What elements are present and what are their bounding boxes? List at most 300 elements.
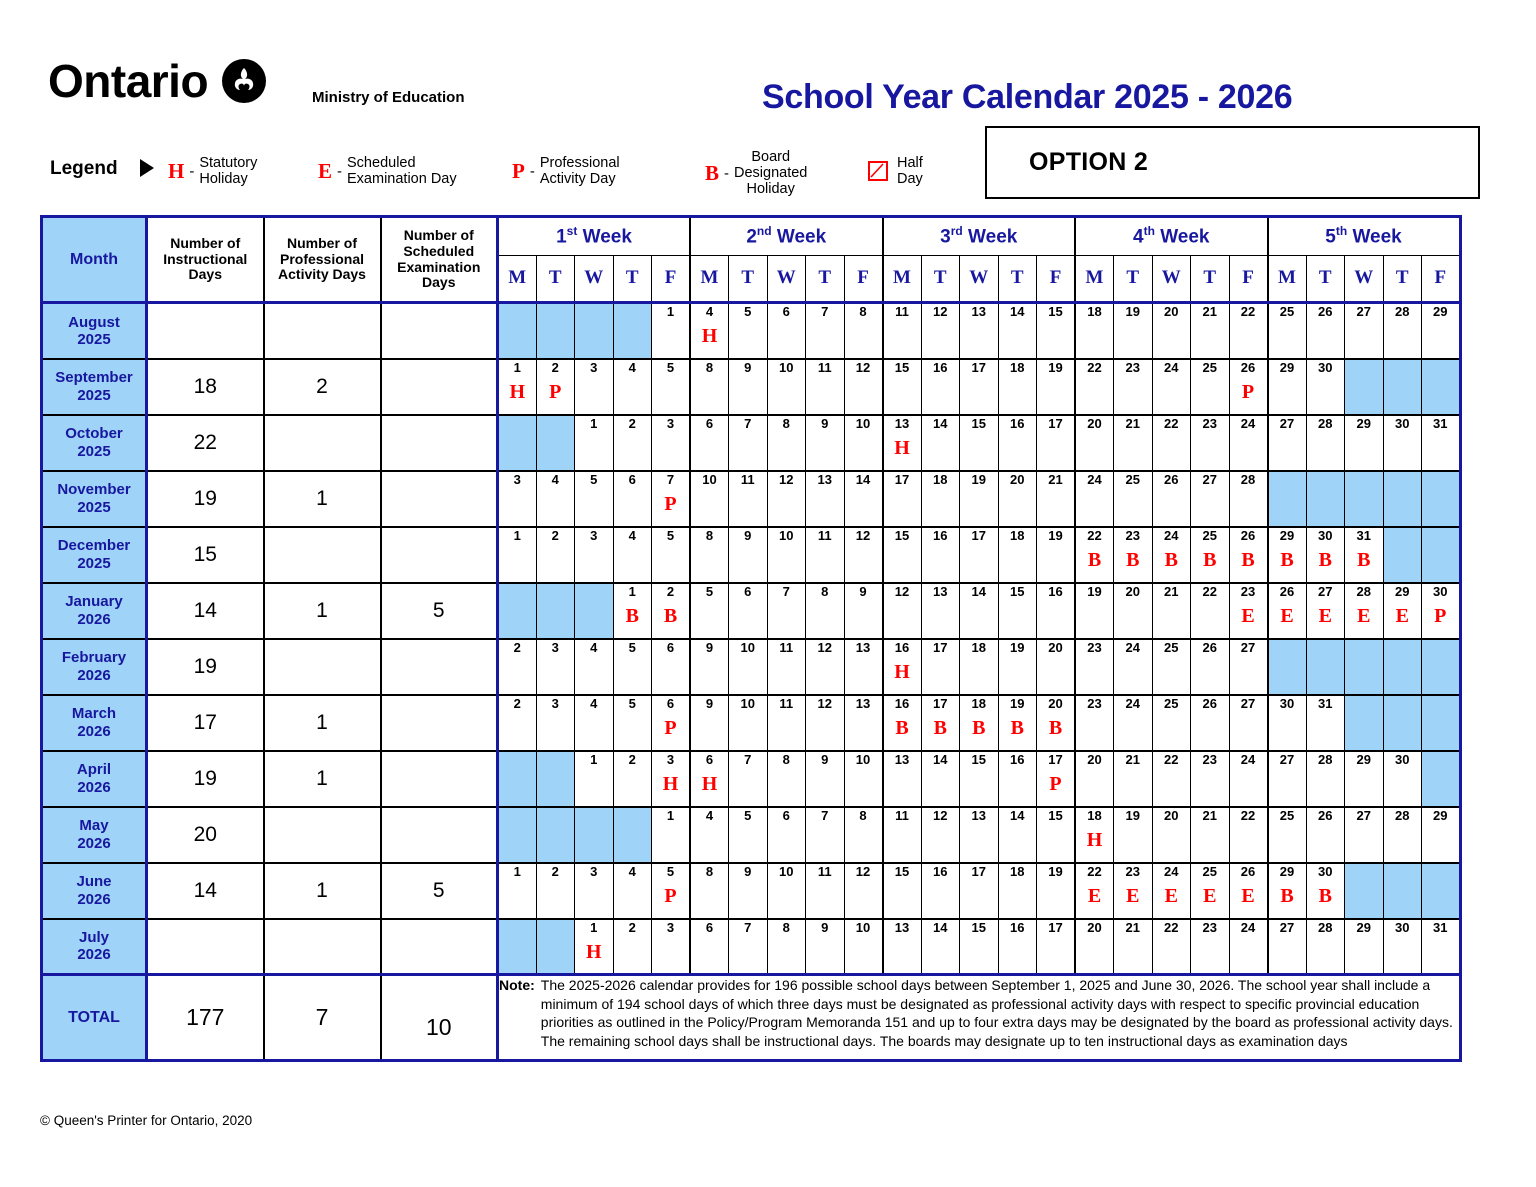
calendar-day-cell: [960, 695, 999, 751]
calendar-day-cell: [921, 751, 960, 807]
calendar-day-cell: [960, 303, 999, 359]
calendar-day-cell: [1075, 807, 1114, 863]
day-number: 4: [590, 695, 598, 711]
day-number: 6: [782, 304, 790, 319]
calendar-day-cell: [767, 527, 806, 583]
day-number: 9: [821, 919, 829, 935]
calendar-day-cell: [921, 359, 960, 415]
calendar-day-cell: [1345, 303, 1384, 359]
day-marker-h: H: [585, 940, 602, 963]
dow-header-w5-t3: T: [1383, 255, 1422, 302]
calendar-day-cell: [1075, 919, 1114, 975]
total-professional-activity-days: 7: [264, 975, 381, 1061]
day-number: 6: [705, 751, 714, 767]
calendar-day-cell: [690, 919, 729, 975]
day-number: 18: [1087, 807, 1102, 823]
calendar-day-cell: [536, 807, 575, 863]
day-number: 22: [1202, 583, 1217, 599]
day-number: 10: [855, 919, 871, 935]
day-number: 17: [894, 471, 910, 487]
dow-header-w2-m0: M: [690, 255, 729, 302]
day-number: 15: [971, 919, 986, 935]
calendar-day-cell: [1037, 639, 1076, 695]
month-professional-activity-days: [264, 415, 381, 471]
calendar-day-cell: [998, 583, 1037, 639]
calendar-day-cell: [1075, 471, 1114, 527]
month-professional-activity-days: [264, 807, 381, 863]
day-number: 27: [1279, 919, 1295, 935]
day-marker-h: H: [509, 380, 526, 403]
calendar-day-cell: [1191, 471, 1230, 527]
month-professional-activity-days: [264, 919, 381, 975]
week-ordinal-word: Week: [1160, 226, 1210, 248]
dow-header-w4-t3: T: [1191, 255, 1230, 302]
calendar-day-cell: [498, 639, 537, 695]
dow-header-w1-w2: W: [575, 255, 614, 302]
calendar-day-cell: [921, 471, 960, 527]
calendar-day-cell: [1345, 807, 1384, 863]
calendar-day-cell: [1345, 639, 1384, 695]
day-number: 1: [666, 807, 675, 823]
day-number: 16: [1010, 919, 1025, 935]
calendar-day-cell: [844, 751, 883, 807]
calendar-day-cell: [960, 527, 999, 583]
calendar-day-cell: [767, 303, 806, 359]
table-row: [42, 807, 1461, 863]
dow-header-w5-w2: W: [1345, 255, 1384, 302]
total-label: TOTAL: [42, 975, 147, 1061]
day-number: 23: [1087, 639, 1102, 655]
day-number: 8: [821, 583, 829, 599]
calendar-day-cell: [1306, 919, 1345, 975]
day-number: 7: [744, 919, 752, 935]
ministry-label: Ministry of Education: [312, 89, 465, 106]
calendar-day-cell: [652, 359, 691, 415]
table-row: [42, 415, 1461, 471]
day-marker-b: B: [972, 716, 986, 739]
calendar-day-cell: [1268, 639, 1307, 695]
day-number: 8: [859, 807, 867, 823]
day-marker-p: P: [1241, 380, 1255, 403]
calendar-day-cell: [729, 415, 768, 471]
dow-header-w3-m0: M: [883, 255, 922, 302]
calendar-day-cell: [1345, 471, 1384, 527]
calendar-day-cell: [883, 303, 922, 359]
month-examination-days: [381, 639, 498, 695]
calendar-day-cell: [1422, 639, 1461, 695]
day-number: 7: [782, 583, 790, 599]
calendar-day-cell: [1422, 695, 1461, 751]
calendar-day-cell: [1383, 807, 1422, 863]
calendar-day-cell: [1345, 359, 1384, 415]
dow-header-w3-f4: F: [1037, 255, 1076, 302]
day-number: 10: [779, 527, 794, 543]
calendar-day-cell: [729, 471, 768, 527]
day-number: 25: [1202, 863, 1217, 879]
option-box: [985, 126, 1480, 199]
month-instructional-days: 19: [147, 751, 264, 807]
calendar-day-cell: [998, 359, 1037, 415]
week-ordinal-sup: nd: [756, 224, 772, 239]
calendar-day-cell: [498, 751, 537, 807]
calendar-day-cell: [613, 471, 652, 527]
calendar-day-cell: [1075, 527, 1114, 583]
calendar-day-cell: [844, 471, 883, 527]
day-marker-b: B: [1087, 548, 1102, 571]
calendar-day-cell: [729, 527, 768, 583]
legend-code-p: P: [512, 158, 525, 183]
calendar-day-cell: [1075, 639, 1114, 695]
day-number: 28: [1356, 583, 1371, 599]
month-name: December 2025: [42, 527, 147, 583]
day-marker-b: B: [1241, 548, 1255, 571]
col-header-instructional-days: Number of Instructional Days: [147, 217, 264, 303]
calendar-day-cell: [844, 527, 883, 583]
calendar-day-cell: [1268, 807, 1307, 863]
day-number: 20: [1010, 471, 1025, 487]
table-row: [42, 527, 1461, 583]
calendar-day-cell: [844, 695, 883, 751]
day-number: 27: [1240, 695, 1256, 711]
day-number: 29: [1279, 527, 1295, 543]
calendar-day-cell: [1422, 751, 1461, 807]
day-number: 19: [1125, 304, 1140, 319]
month-name: November 2025: [42, 471, 147, 527]
day-marker-b: B: [1318, 548, 1332, 571]
calendar-day-cell: [1152, 919, 1191, 975]
page-header: [0, 0, 1536, 130]
day-number: 20: [1087, 919, 1102, 935]
calendar-day-cell: [498, 583, 537, 639]
day-number: 24: [1125, 695, 1140, 711]
month-instructional-days: 20: [147, 807, 264, 863]
calendar-day-cell: [921, 583, 960, 639]
month-name: July 2026: [42, 919, 147, 975]
dow-header-w4-w2: W: [1152, 255, 1191, 302]
calendar-day-cell: [1114, 527, 1153, 583]
day-number: 13: [971, 807, 986, 823]
day-number: 24: [1164, 527, 1179, 543]
calendar-day-cell: [998, 695, 1037, 751]
calendar-day-cell: [1152, 695, 1191, 751]
day-number: 28: [1318, 415, 1333, 431]
calendar-day-cell: [1383, 527, 1422, 583]
calendar-day-cell: [1075, 415, 1114, 471]
month-instructional-days: 17: [147, 695, 264, 751]
day-number: 19: [971, 471, 986, 487]
calendar-day-cell: [883, 583, 922, 639]
day-number: 2: [551, 527, 559, 543]
calendar-day-cell: [1306, 471, 1345, 527]
day-number: 16: [933, 863, 948, 879]
day-number: 21: [1125, 919, 1140, 935]
day-marker-b: B: [1048, 716, 1063, 739]
day-number: 3: [666, 415, 675, 431]
day-marker-h: H: [701, 772, 718, 795]
day-number: 9: [705, 639, 714, 655]
day-number: 20: [1087, 751, 1102, 767]
calendar-day-cell: [690, 639, 729, 695]
calendar-day-cell: [1037, 751, 1076, 807]
day-number: 20: [1164, 807, 1179, 823]
calendar-day-cell: [575, 751, 614, 807]
trillium-icon: [222, 59, 266, 103]
calendar-day-cell: [1152, 807, 1191, 863]
calendar-day-cell: [1037, 583, 1076, 639]
day-number: 13: [855, 695, 871, 711]
day-number: 23: [1125, 359, 1140, 375]
legend-item-statutory-holiday: [168, 155, 257, 187]
day-number: 23: [1202, 415, 1217, 431]
day-number: 22: [1164, 919, 1179, 935]
day-number: 16: [894, 639, 910, 655]
calendar-day-cell: [613, 695, 652, 751]
calendar-day-cell: [1229, 751, 1268, 807]
calendar-day-cell: [1422, 359, 1461, 415]
day-number: 6: [782, 807, 790, 823]
calendar-day-cell: [575, 639, 614, 695]
day-number: 10: [855, 415, 871, 431]
calendar-day-cell: [883, 751, 922, 807]
day-marker-p: P: [664, 716, 677, 739]
day-number: 14: [933, 751, 948, 767]
day-number: 27: [1279, 415, 1295, 431]
day-number: 31: [1356, 527, 1371, 543]
legend-dash: -: [724, 164, 730, 182]
legend-item-professional-activity-day: [512, 155, 620, 187]
dow-header-w5-f4: F: [1422, 255, 1461, 302]
day-number: 13: [855, 639, 871, 655]
calendar-day-cell: [883, 527, 922, 583]
table-row: [42, 359, 1461, 415]
day-number: 24: [1087, 471, 1102, 487]
calendar-day-cell: [1037, 807, 1076, 863]
day-number: 27: [1318, 583, 1333, 599]
day-number: 20: [1048, 695, 1063, 711]
day-number: 9: [744, 863, 752, 879]
col-header-scheduled-examination-days: Number of Scheduled Examination Days: [381, 217, 498, 303]
calendar-day-cell: [1306, 807, 1345, 863]
day-marker-b: B: [895, 716, 909, 739]
calendar-day-cell: [1191, 583, 1230, 639]
calendar-day-cell: [1229, 303, 1268, 359]
calendar-day-cell: [1306, 415, 1345, 471]
day-marker-e: E: [1126, 884, 1140, 907]
day-number: 2: [628, 919, 636, 935]
day-number: 22: [1240, 304, 1256, 319]
calendar-day-cell: [1191, 359, 1230, 415]
calendar-day-cell: [1191, 639, 1230, 695]
day-marker-b: B: [625, 604, 639, 627]
legend-item-examination-day: [318, 155, 457, 187]
day-number: 23: [1202, 919, 1217, 935]
calendar-day-cell: [1268, 863, 1307, 919]
calendar-day-cell: [806, 471, 845, 527]
month-instructional-days: 14: [147, 583, 264, 639]
day-number: 10: [779, 359, 794, 375]
day-number: 8: [782, 751, 790, 767]
calendar-day-cell: [806, 807, 845, 863]
day-number: 24: [1164, 863, 1179, 879]
calendar-day-cell: [1075, 863, 1114, 919]
day-number: 25: [1279, 807, 1295, 823]
calendar-day-cell: [960, 359, 999, 415]
calendar-day-cell: [613, 527, 652, 583]
dow-header-w1-m0: M: [498, 255, 537, 302]
month-examination-days: [381, 359, 498, 415]
calendar-day-cell: [729, 807, 768, 863]
calendar-day-cell: [1075, 303, 1114, 359]
legend-dash: -: [529, 162, 535, 180]
triangle-right-icon: [140, 159, 154, 177]
day-number: 21: [1202, 304, 1217, 319]
calendar-day-cell: [767, 471, 806, 527]
day-number: 27: [1356, 807, 1371, 823]
day-number: 5: [628, 695, 636, 711]
month-examination-days: [381, 303, 498, 359]
month-professional-activity-days: [264, 303, 381, 359]
day-number: 21: [1125, 415, 1140, 431]
dow-header-w2-f4: F: [844, 255, 883, 302]
week-ordinal-sup: th: [1143, 224, 1155, 239]
calendar-day-cell: [1037, 919, 1076, 975]
calendar-day-cell: [690, 303, 729, 359]
legend-item-half-day: [868, 155, 923, 187]
calendar-day-cell: [1268, 527, 1307, 583]
day-marker-b: B: [1280, 884, 1294, 907]
day-number: 19: [1010, 695, 1025, 711]
week-ordinal-num: 1: [556, 226, 567, 248]
day-number: 6: [744, 583, 752, 599]
calendar-day-cell: [767, 863, 806, 919]
day-marker-h: H: [1086, 828, 1103, 851]
day-number: 25: [1279, 304, 1295, 319]
calendar-day-cell: [498, 359, 537, 415]
calendar-day-cell: [1383, 695, 1422, 751]
day-number: 5: [628, 639, 636, 655]
day-number: 22: [1240, 807, 1256, 823]
calendar-day-cell: [1383, 471, 1422, 527]
day-number: 11: [817, 527, 832, 543]
week-header-1: [498, 217, 691, 256]
day-number: 3: [551, 639, 559, 655]
calendar-day-cell: [1229, 415, 1268, 471]
calendar-day-cell: [806, 919, 845, 975]
day-number: 13: [817, 471, 832, 487]
day-number: 22: [1087, 527, 1102, 543]
calendar-day-cell: [844, 415, 883, 471]
day-number: 12: [855, 359, 871, 375]
day-number: 15: [971, 415, 986, 431]
calendar-day-cell: [998, 527, 1037, 583]
calendar-day-cell: [536, 359, 575, 415]
day-number: 11: [817, 359, 832, 375]
day-number: 29: [1433, 304, 1448, 319]
note-label: Note:: [499, 977, 535, 993]
month-instructional-days: 22: [147, 415, 264, 471]
day-number: 4: [628, 359, 636, 375]
calendar-day-cell: [883, 863, 922, 919]
calendar-day-cell: [1037, 695, 1076, 751]
calendar-day-cell: [921, 919, 960, 975]
day-marker-h: H: [894, 660, 910, 683]
calendar-day-cell: [1114, 583, 1153, 639]
day-number: 23: [1125, 527, 1140, 543]
day-number: 17: [933, 639, 948, 655]
day-marker-p: P: [1049, 772, 1062, 795]
calendar-day-cell: [613, 807, 652, 863]
day-number: 30: [1318, 527, 1333, 543]
calendar-day-cell: [498, 415, 537, 471]
month-name: March 2026: [42, 695, 147, 751]
day-number: 9: [744, 359, 752, 375]
calendar-day-cell: [729, 639, 768, 695]
day-number: 26: [1164, 471, 1179, 487]
day-marker-p: P: [549, 380, 562, 403]
day-number: 26: [1318, 304, 1333, 319]
day-number: 26: [1202, 639, 1217, 655]
day-number: 30: [1395, 415, 1410, 431]
calendar-day-cell: [652, 639, 691, 695]
calendar-day-cell: [575, 583, 614, 639]
day-number: 10: [740, 695, 755, 711]
day-number: 7: [744, 751, 752, 767]
day-number: 17: [971, 359, 986, 375]
month-examination-days: [381, 919, 498, 975]
calendar-day-cell: [729, 863, 768, 919]
table-row: [42, 471, 1461, 527]
day-number: 4: [705, 304, 714, 319]
half-day-box-icon: [868, 161, 888, 181]
day-number: 6: [666, 695, 675, 711]
month-instructional-days: 15: [147, 527, 264, 583]
calendar-day-cell: [806, 303, 845, 359]
calendar-day-cell: [1037, 415, 1076, 471]
day-number: 19: [1087, 583, 1102, 599]
calendar-day-cell: [652, 415, 691, 471]
calendar-day-cell: [1306, 639, 1345, 695]
day-number: 3: [590, 863, 598, 879]
calendar-day-cell: [1306, 695, 1345, 751]
day-number: 25: [1202, 527, 1217, 543]
calendar-day-cell: [844, 359, 883, 415]
day-number: 23: [1125, 863, 1140, 879]
calendar-day-cell: [998, 303, 1037, 359]
day-number: 18: [933, 471, 948, 487]
calendar-day-cell: [844, 583, 883, 639]
day-number: 14: [1010, 304, 1025, 319]
day-marker-p: P: [664, 492, 677, 515]
day-number: 15: [1048, 807, 1063, 823]
calendar-day-cell: [806, 583, 845, 639]
calendar-day-cell: [1152, 863, 1191, 919]
calendar-day-cell: [806, 695, 845, 751]
day-number: 1: [513, 527, 521, 543]
calendar-day-cell: [1191, 303, 1230, 359]
day-number: 12: [779, 471, 794, 487]
day-number: 11: [740, 471, 755, 487]
legend-dash: -: [189, 162, 195, 180]
day-marker-e: E: [1241, 884, 1255, 907]
day-number: 10: [779, 863, 794, 879]
day-number: 16: [1010, 751, 1025, 767]
month-examination-days: [381, 807, 498, 863]
week-header-5: [1268, 217, 1461, 256]
calendar-day-cell: [883, 359, 922, 415]
calendar-day-cell: [806, 863, 845, 919]
day-number: 7: [744, 415, 752, 431]
day-number: 5: [666, 359, 675, 375]
